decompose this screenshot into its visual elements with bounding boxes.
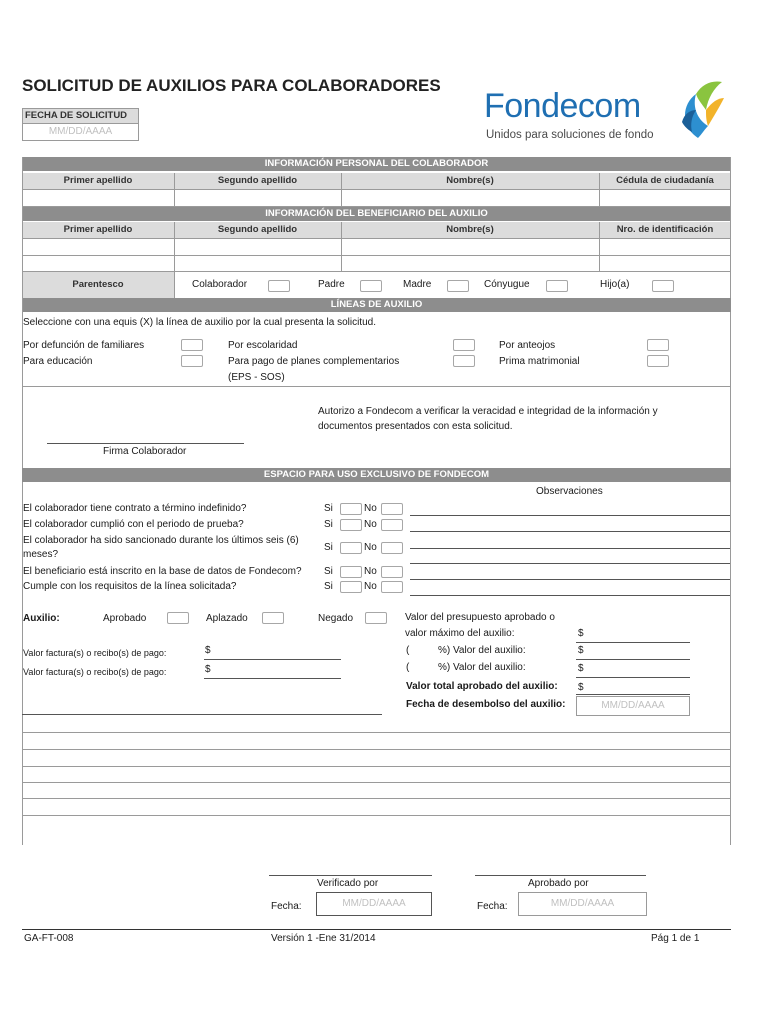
status-denied: Negado — [318, 613, 354, 624]
relationship-padre-checkbox[interactable] — [360, 280, 382, 292]
yes-checkbox-5[interactable] — [340, 581, 362, 593]
beneficiary-info-header: INFORMACIÓN DEL BENEFICIARIO DEL AUXILIO — [22, 207, 731, 221]
total-currency: $ — [578, 682, 584, 693]
observation-line-2[interactable] — [410, 531, 730, 532]
question-registered: El beneficiario está inscrito en la base de datos de Fondecom? — [23, 566, 302, 577]
pct-label-1: %) Valor del auxilio: — [438, 645, 526, 656]
page-title: SOLICITUD DE AUXILIOS PARA COLABORADORES — [22, 76, 441, 95]
aid-status-label: Auxilio: — [23, 613, 60, 624]
disbursement-date-input[interactable]: MM/DD/AAAA — [576, 696, 690, 716]
aid-line-defuncion-checkbox[interactable] — [181, 339, 203, 351]
question-trial-period: El colaborador cumplió con el periodo de prueba? — [23, 519, 244, 530]
yes-label-2: Si — [324, 519, 333, 530]
yes-checkbox-4[interactable] — [340, 566, 362, 578]
aid-line-educacion-checkbox[interactable] — [181, 355, 203, 367]
relationship-padre: Padre — [318, 279, 345, 290]
leaf-swirl-icon — [668, 76, 724, 142]
no-checkbox-1[interactable] — [381, 503, 403, 515]
pct-label-2: %) Valor del auxilio: — [438, 662, 526, 673]
aid-lines-header: LÍNEAS DE AUXILIO — [22, 298, 731, 312]
beneficiary-col-first-surname: Primer apellido — [22, 222, 174, 238]
aid-line-planes-checkbox[interactable] — [453, 355, 475, 367]
disbursement-date-label: Fecha de desembolso del auxilio: — [406, 699, 566, 710]
question-sanctioned: El colaborador ha sido sancionado durante los últimos seis (6) — [23, 535, 299, 546]
personal-col-id: Cédula de ciudadanía — [599, 173, 731, 189]
beneficiary-input-row-1[interactable] — [22, 238, 731, 255]
authorization-text-2: documentos presentados con esta solicitud. — [318, 421, 513, 432]
logo-name: Fondecom — [484, 87, 641, 125]
aid-line-defuncion: Por defunción de familiares — [23, 340, 145, 351]
invoice-label-1: Valor factura(s) o recibo(s) de pago: — [23, 648, 167, 658]
question-sanctioned-cont: meses? — [23, 549, 59, 560]
aid-line-matrimonial: Prima matrimonial — [499, 356, 580, 367]
approved-signature-line[interactable] — [475, 875, 646, 876]
total-approved-label: Valor total aprobado del auxilio: — [406, 681, 558, 692]
yes-label-1: Si — [324, 503, 333, 514]
verified-by-label: Verificado por — [317, 878, 379, 889]
signature-line[interactable] — [47, 443, 244, 444]
yes-label-5: Si — [324, 581, 333, 592]
aid-line-planes-note: (EPS - SOS) — [228, 372, 285, 383]
relationship-colaborador-checkbox[interactable] — [268, 280, 290, 292]
personal-col-second-surname: Segundo apellido — [174, 173, 341, 189]
fondecom-exclusive-header: ESPACIO PARA USO EXCLUSIVO DE FONDECOM — [22, 468, 731, 482]
yes-checkbox-2[interactable] — [340, 519, 362, 531]
question-contract: El colaborador tiene contrato a término indefinido? — [23, 503, 247, 514]
footer-version: Versión 1 -Ene 31/2014 — [271, 933, 376, 944]
aid-line-planes: Para pago de planes complementarios — [228, 356, 400, 367]
beneficiary-col-names: Nombre(s) — [341, 222, 599, 238]
status-postponed: Aplazado — [206, 613, 248, 624]
personal-col-first-surname: Primer apellido — [22, 173, 174, 189]
observations-label: Observaciones — [536, 486, 603, 497]
signature-label: Firma Colaborador — [103, 446, 187, 457]
status-postponed-checkbox[interactable] — [262, 612, 284, 624]
authorization-text-1: Autorizo a Fondecom a verificar la veracidad e integridad de la información y — [318, 406, 658, 417]
no-label-4: No — [364, 566, 377, 577]
beneficiary-col-second-surname: Segundo apellido — [174, 222, 341, 238]
aid-line-escolaridad: Por escolaridad — [228, 340, 298, 351]
yes-label-4: Si — [324, 566, 333, 577]
no-label-2: No — [364, 519, 377, 530]
request-date-block — [22, 108, 139, 141]
fondecom-logo — [484, 82, 724, 152]
relationship-madre: Madre — [403, 279, 432, 290]
aid-lines-instruction: Seleccione con una equis (X) la línea de auxilio por la cual presenta la solicitud. — [23, 317, 376, 328]
observation-line-3[interactable] — [410, 548, 730, 549]
aid-line-educacion: Para educación — [23, 356, 93, 367]
invoice-value-field-1[interactable] — [204, 659, 341, 660]
pct-currency-1: $ — [578, 645, 584, 656]
question-requirements: Cumple con los requisitos de la línea solicitada? — [23, 581, 237, 592]
no-checkbox-5[interactable] — [381, 581, 403, 593]
beneficiary-input-row-2[interactable] — [22, 255, 731, 272]
personal-input-row[interactable] — [22, 189, 731, 207]
yes-checkbox-3[interactable] — [340, 542, 362, 554]
invoice-value-field-2[interactable] — [204, 678, 341, 679]
no-label-1: No — [364, 503, 377, 514]
pct-currency-2: $ — [578, 663, 584, 674]
relationship-hijo-checkbox[interactable] — [652, 280, 674, 292]
aid-line-anteojos: Por anteojos — [499, 340, 556, 351]
approved-date-input[interactable]: MM/DD/AAAA — [518, 892, 647, 916]
beneficiary-col-id: Nro. de identificación — [599, 222, 731, 238]
observation-line-5[interactable] — [410, 579, 730, 580]
invoice-label-2: Valor factura(s) o recibo(s) de pago: — [23, 667, 167, 677]
footer-page: Pág 1 de 1 — [651, 933, 700, 944]
yes-checkbox-1[interactable] — [340, 503, 362, 515]
status-approved-checkbox[interactable] — [167, 612, 189, 624]
footer-code: GA-FT-008 — [24, 933, 74, 944]
budget-currency: $ — [578, 628, 584, 639]
relationship-conyugue: Cónyugue — [484, 279, 530, 290]
aid-line-anteojos-checkbox[interactable] — [647, 339, 669, 351]
approved-date-label: Fecha: — [477, 901, 508, 912]
request-date-input[interactable]: MM/DD/AAAA — [48, 126, 113, 137]
approved-by-label: Aprobado por — [528, 878, 589, 889]
observation-line-6[interactable] — [410, 595, 730, 596]
relationship-colaborador: Colaborador — [192, 279, 248, 290]
aid-line-matrimonial-checkbox[interactable] — [647, 355, 669, 367]
no-label-5: No — [364, 581, 377, 592]
observation-line-4[interactable] — [410, 563, 730, 564]
verified-date-label: Fecha: — [271, 901, 302, 912]
personal-info-header: INFORMACIÓN PERSONAL DEL COLABORADOR — [22, 157, 731, 171]
status-denied-checkbox[interactable] — [365, 612, 387, 624]
budget-value-field[interactable] — [576, 642, 690, 643]
budget-label-1: Valor del presupuesto aprobado o — [405, 612, 555, 623]
personal-col-names: Nombre(s) — [341, 173, 599, 189]
no-checkbox-4[interactable] — [381, 566, 403, 578]
pct-open-2: ( — [406, 662, 410, 673]
relationship-label: Parentesco — [22, 272, 174, 298]
pct-open-1: ( — [406, 645, 410, 656]
invoice-currency-1: $ — [205, 645, 211, 656]
verified-signature-line[interactable] — [269, 875, 432, 876]
total-value-field[interactable] — [576, 694, 690, 695]
no-label-3: No — [364, 542, 377, 553]
no-checkbox-2[interactable] — [381, 519, 403, 531]
relationship-hijo: Hijo(a) — [600, 279, 630, 290]
relationship-conyugue-checkbox[interactable] — [546, 280, 568, 292]
observation-line-1[interactable] — [410, 515, 730, 516]
no-checkbox-3[interactable] — [381, 542, 403, 554]
verified-date-input[interactable]: MM/DD/AAAA — [316, 892, 432, 916]
invoice-currency-2: $ — [205, 664, 211, 675]
yes-label-3: Si — [324, 542, 333, 553]
pct-value-field-1[interactable] — [576, 659, 690, 660]
status-approved: Aprobado — [103, 613, 147, 624]
logo-tagline: Unidos para soluciones de fondo — [486, 129, 654, 141]
aid-line-escolaridad-checkbox[interactable] — [453, 339, 475, 351]
budget-label-2: valor máximo del auxilio: — [405, 628, 515, 639]
request-date-label: FECHA DE SOLICITUD — [23, 109, 138, 124]
pct-value-field-2[interactable] — [576, 677, 690, 678]
relationship-madre-checkbox[interactable] — [447, 280, 469, 292]
